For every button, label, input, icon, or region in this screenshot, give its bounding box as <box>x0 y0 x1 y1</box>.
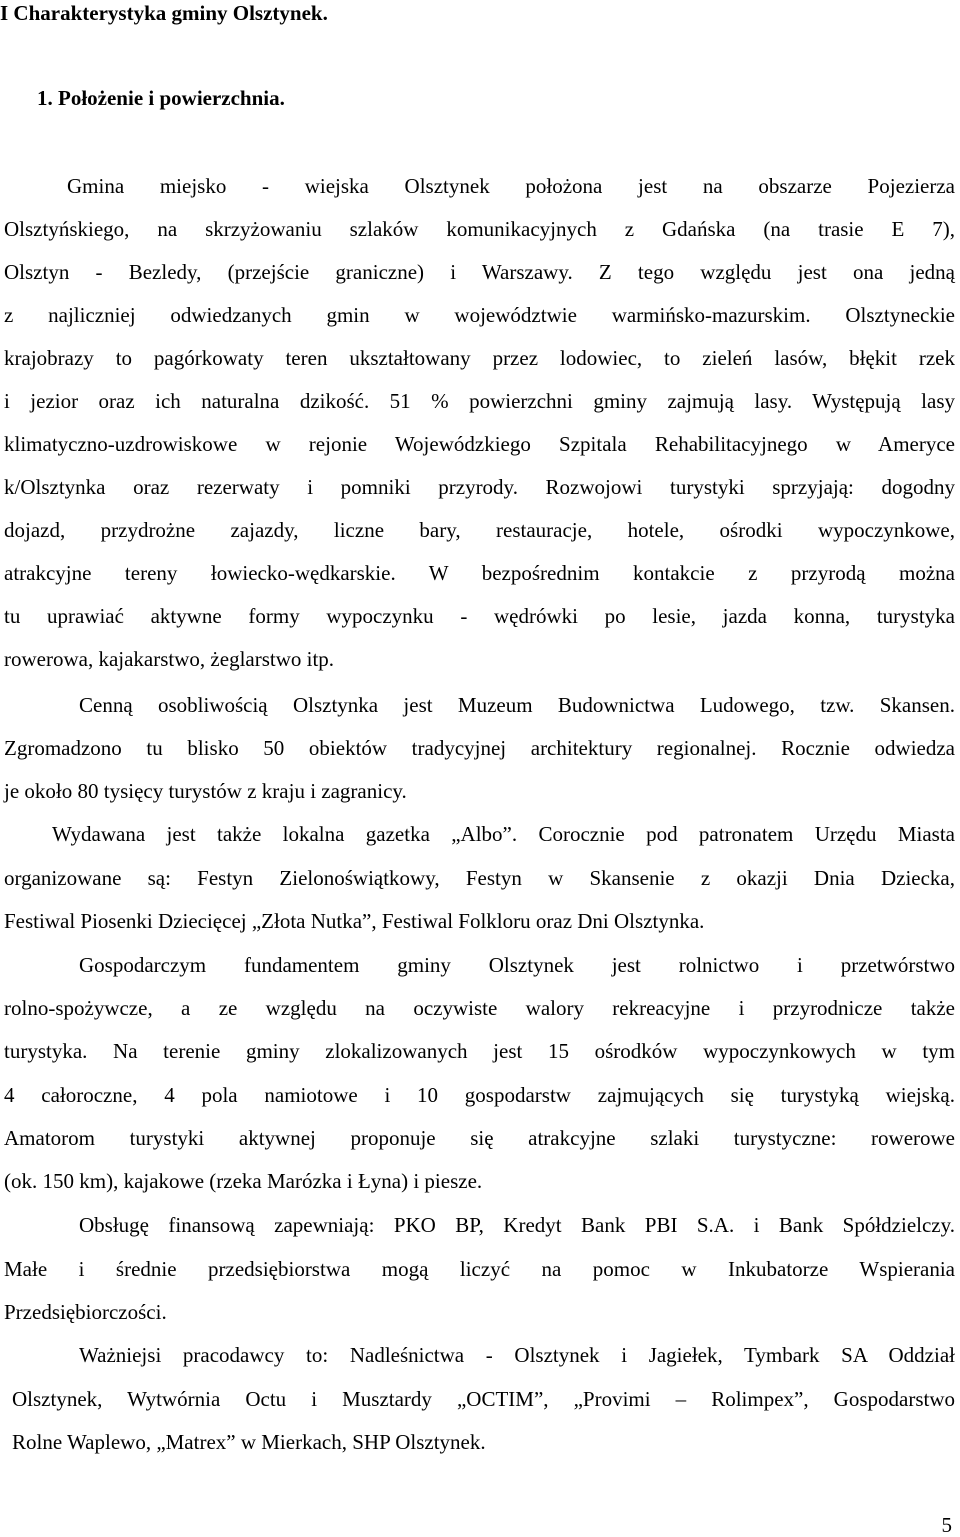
text-line: Gospodarczym fundamentem gminy Olsztynek jest rolnictwo i przetwórstwo <box>79 953 955 977</box>
text-line: organizowane są: Festyn Zielonoświątkowy, Festyn w Skansenie z okazji Dnia Dziecka, <box>4 866 955 890</box>
text-line: Zgromadzono tu blisko 50 obiektów tradycyjnej architektury regionalnej. Rocznie odwiedza <box>4 736 955 760</box>
text-line: dojazd, przydrożne zajazdy, liczne bary, restauracje, hotele, ośrodki wypoczynkowe, <box>4 518 955 542</box>
text-line: Amatorom turystyki aktywnej proponuje się atrakcyjne szlaki turystyczne: rowerowe <box>4 1126 955 1150</box>
text-line: Olsztyn - Bezledy, (przejście graniczne) i Warszawy. Z tego względu jest ona jedną <box>4 260 955 284</box>
subsection-title: 1. Położenie i powierzchnia. <box>37 86 285 110</box>
text-line: Olsztyńskiego, na skrzyżowaniu szlaków komunikacyjnych z Gdańska (na trasie E 7), <box>4 217 955 241</box>
text-line: i jezior oraz ich naturalna dzikość. 51 % powierzchni gminy zajmują lasy. Występują lasy <box>4 389 955 413</box>
text-line: turystyka. Na terenie gminy zlokalizowanych jest 15 ośrodków wypoczynkowych w tym <box>4 1039 955 1063</box>
text-line: atrakcyjne tereny łowiecko-wędkarskie. W bezpośrednim kontakcie z przyrodą można <box>4 561 955 585</box>
text-line: 4 całoroczne, 4 pola namiotowe i 10 gospodarstw zajmujących się turystyką wiejską. <box>4 1083 955 1107</box>
text-line: je około 80 tysięcy turystów z kraju i zagranicy. <box>4 779 407 803</box>
text-line: krajobrazy to pagórkowaty teren ukształtowany przez lodowiec, to zieleń lasów, błękit rzek <box>4 346 955 370</box>
text-line: rowerowa, kajakarstwo, żeglarstwo itp. <box>4 647 335 671</box>
text-line: k/Olsztynka oraz rezerwaty i pomniki przyrody. Rozwojowi turystyki sprzyjają: dogodny <box>4 475 955 499</box>
text-line: Małe i średnie przedsiębiorstwa mogą liczyć na pomoc w Inkubatorze Wspierania <box>4 1257 955 1281</box>
text-line: rolno-spożywcze, a ze względu na oczywiste walory rekreacyjne i przyrodnicze także <box>4 996 955 1020</box>
text-line: Rolne Waplewo, „Matrex” w Mierkach, SHP Olsztynek. <box>12 1430 486 1454</box>
text-line: klimatyczno-uzdrowiskowe w rejonie Wojewódzkiego Szpitala Rehabilitacyjnego w Ameryce <box>4 432 955 456</box>
text-line: Wydawana jest także lokalna gazetka „Albo”. Corocznie pod patronatem Urzędu Miasta <box>52 822 955 846</box>
text-line: Cenną osobliwością Olsztynka jest Muzeum Budownictwa Ludowego, tzw. Skansen. <box>79 693 955 717</box>
text-line: Ważniejsi pracodawcy to: Nadleśnictwa - Olsztynek i Jagiełek, Tymbark SA Oddział <box>79 1343 955 1367</box>
section-title: I Charakterystyka gminy Olsztynek. <box>0 1 328 25</box>
text-line: Przedsiębiorczości. <box>4 1300 167 1324</box>
text-line: z najliczniej odwiedzanych gmin w województwie warmińsko-mazurskim. Olsztyneckie <box>4 303 955 327</box>
text-line: Olsztynek, Wytwórnia Octu i Musztardy „OCTIM”, „Provimi – Rolimpex”, Gospodarstwo <box>12 1387 955 1411</box>
text-line: tu uprawiać aktywne formy wypoczynku - wędrówki po lesie, jazda konna, turystyka <box>4 604 955 628</box>
text-line: Gmina miejsko - wiejska Olsztynek położona jest na obszarze Pojezierza <box>67 174 955 198</box>
text-line: Festiwal Piosenki Dziecięcej „Złota Nutka”, Festiwal Folkloru oraz Dni Olsztynka. <box>4 909 705 933</box>
text-line: Obsługę finansową zapewniają: PKO BP, Kredyt Bank PBI S.A. i Bank Spółdzielczy. <box>79 1213 955 1237</box>
text-line: (ok. 150 km), kajakowe (rzeka Marózka i Łyna) i piesze. <box>4 1169 483 1193</box>
page-number: 5 <box>941 1513 952 1537</box>
